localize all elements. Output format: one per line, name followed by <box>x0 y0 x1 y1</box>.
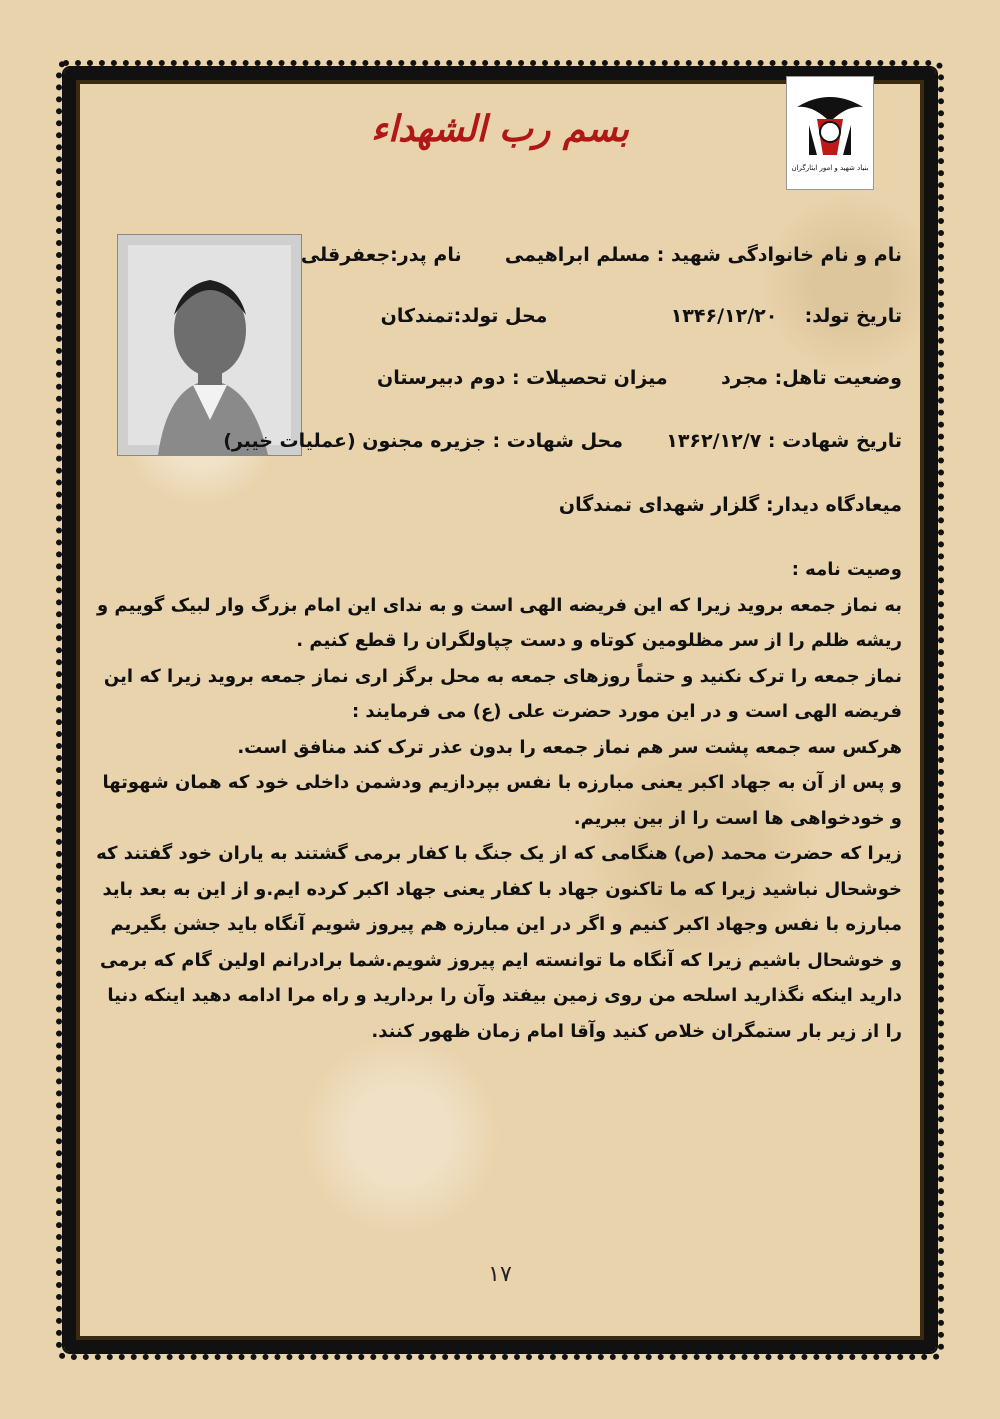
will-paragraph-3: هرکس سه جمعه پشت سر هم نماز جمعه را بدون عذر ترک کند منافق است. <box>237 736 902 758</box>
meeting-value: گلزار شهدای تمندگان <box>558 494 760 516</box>
birth-place-value: تمندکان <box>380 305 454 327</box>
will-paragraph-1: به نماز جمعه بروید زیرا که این فریضه الهی است و به ندای این امام بزرگ وار لبیک گوییم و ریشه ظلم را از سر مظلومین کوتاه و دست چپاولگران را قطع کنیم . <box>96 594 902 651</box>
marital-value: مجرد <box>720 367 768 389</box>
foundation-logo-icon <box>786 76 874 190</box>
martyrdom-row <box>223 430 902 452</box>
name-label: نام و نام خانوادگی شهید : <box>656 244 902 266</box>
name-row <box>301 244 902 266</box>
marital-label: وضعیت تاهل: <box>774 367 902 389</box>
father-label: نام پدر: <box>390 244 462 266</box>
martyrdom-date-label: تاریخ شهادت : <box>767 430 902 452</box>
will-paragraph-5: زیرا که حضرت محمد (ص) هنگامی که از یک جنگ با کفار برمی گشتند به یاران خود گفتند که خوشحال نباشید زیرا که ما تاکنون جهاد با کفار یعنی جهاد اکبر کرده ایم.و از این به بعد باید مبارزه با نفس وجهاد اکبر کنیم و اگر در این مبارزه هم پیروز شویم آنگاه باید جشن بگیریم و خوشحال باشیم زیرا که آنگاه ما توانسته ایم پیروز شویم.شما برادرانم اولین گام که برمی دارید اینکه نگذارید اسلحه من روی زمین بیفتد وآن را بردارید و راه مرا ادامه دهید اینکه دنیا را از زیر بار ستمگران خلاص کنید وآقا امام زمان ظهور کنند. <box>96 843 902 1042</box>
martyrdom-date-value: ۱۳۶۲/۱۲/۷ <box>666 430 762 452</box>
education-value: دوم دبیرستان <box>376 367 506 389</box>
father-value: جعفرقلی <box>300 244 391 266</box>
birth-place-label: محل تولد: <box>453 305 548 327</box>
portrait-photo-icon <box>117 234 302 456</box>
birth-date-label: تاریخ تولد: <box>804 305 902 327</box>
will-paragraph-2: نماز جمعه را ترک نکنید و حتماً روزهای جمعه به محل برگز اری نماز جمعه بروید زیرا که این فریضه الهی است و در این مورد حضرت علی (ع) می فرمایند : <box>103 665 902 722</box>
birth-date-value: ۱۳۴۶/۱۲/۲۰ <box>670 305 778 327</box>
birth-row <box>381 305 902 327</box>
meeting-row <box>559 494 902 516</box>
will-heading: وصیت نامه : <box>791 559 902 580</box>
page-title: بسم رب الشهداء <box>371 108 629 150</box>
logo-text: بنیاد شهید و امور ایثارگران <box>791 164 869 172</box>
meeting-label: میعادگاه دیدار: <box>765 494 902 516</box>
martyrdom-place-label: محل شهادت : <box>492 430 623 452</box>
will-paragraph-4: و پس از آن به جهاد اکبر یعنی مبارزه با نفس بپردازیم ودشمن داخلی خود که همان شهوتها و خودخواهی ها است را از بین ببریم. <box>102 772 902 829</box>
education-label: میزان تحصیلات : <box>511 367 668 389</box>
martyrdom-place-value: جزیره مجنون (عملیات خیبر) <box>223 430 486 452</box>
name-value: مسلم ابراهیمی <box>504 244 651 266</box>
will-section <box>94 552 902 1049</box>
status-row <box>377 367 902 389</box>
page-number: ۱۷ <box>488 1262 512 1287</box>
